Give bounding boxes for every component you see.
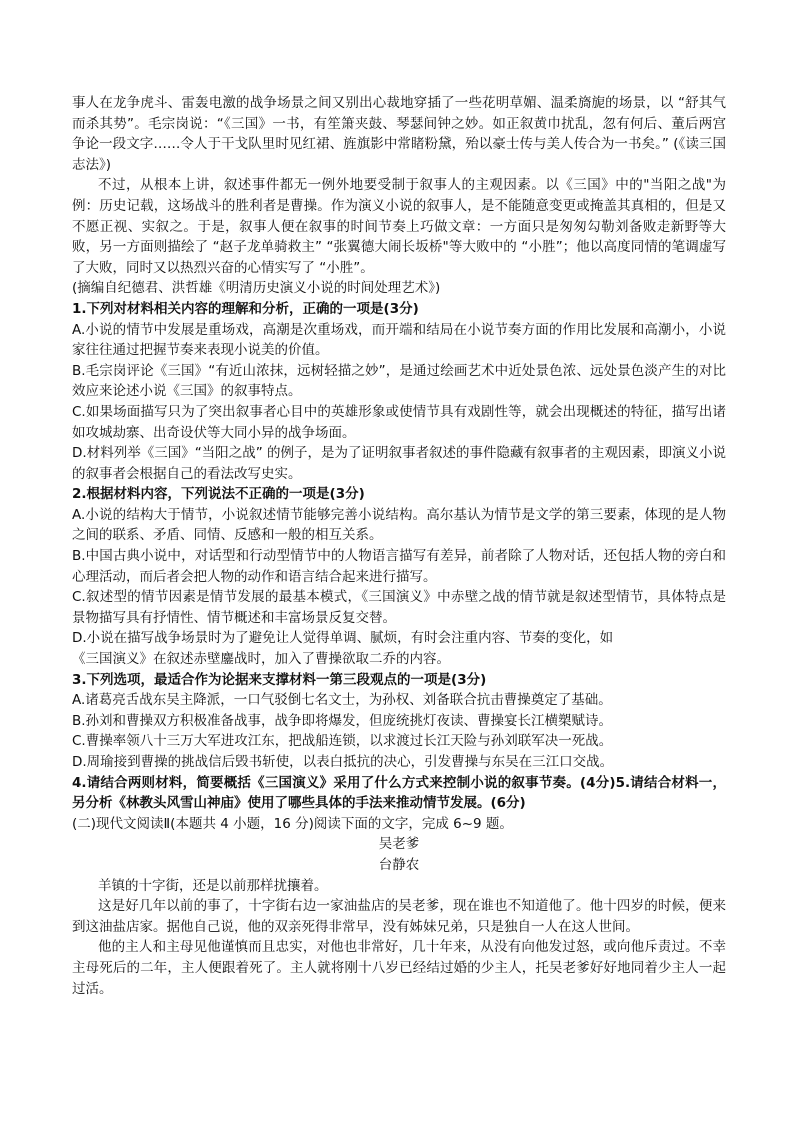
question-3-option-c: C.曹操率领八十三万大军进攻江东，把战船连锁，以求渡过长江天险与孙刘联军决一死战。 — [72, 733, 613, 750]
source-note: (摘编自纪德君、洪哲雄《明清历史演义小说的时间处理艺术》) — [72, 280, 441, 297]
question-1-option-a: A.小说的情节中发展是重场戏，高潮是次重场戏，而开端和结局在小说节奏方面的作用比发展和高潮小，小说家往往通过把握节奏来表现小说美的价值。 — [72, 321, 726, 359]
story-paragraph-1: 羊镇的十字街，还是以前那样扰攘着。 — [98, 877, 328, 894]
question-3-option-b: B.孙刘和曹操双方积极准备战事，战争即将爆发，但庞统挑灯夜读、曹操宴长江横槊赋诗。 — [72, 712, 613, 729]
question-3-stem: 3.下列选项，最适合作为论据来支撑材料一第三段观点的一项是(3分) — [72, 671, 487, 688]
document-page — [72, 93, 726, 999]
question-2-stem: 2.根据材料内容，下列说法不正确的一项是(3分) — [72, 486, 365, 503]
question-1-option-b: B.毛宗岗评论《三国》“有近山浓抹，远树轻描之妙”，是通过绘画艺术中近处景色浓、远处景色淡产生的对比效应来论述小说《三国》的叙事特点。 — [72, 362, 726, 400]
intro-paragraph: 事人在龙争虎斗、雷轰电激的战争场景之间又别出心裁地穿插了一些花明草媚、温柔旖旎的场景，以 “舒其气而杀其势”。毛宗岗说：“《三国》一书，有笙箫夹鼓、琴瑟间钟之妙。如正叙黄巾扰乱，忽有何后、董后两宫争论一段文字……令人于干戈队里时见红裙、旌旗影中常睹粉黛，殆以豪士传与美人传合为一书矣。” (《读三国志法》) — [72, 95, 726, 173]
question-1-option-c: C.如果场面描写只为了突出叙事者心目中的英雄形象或使情节具有戏剧性等，就会出现概述的特征，描写出诸如攻城劫寨、出奇设伏等大同小异的战争场面。 — [72, 403, 726, 441]
story-author: 台静农 — [378, 856, 420, 873]
question-2-option-b: B.中国古典小说中，对话型和行动型情节中的人物语言描写有差异，前者除了人物对话，还包括人物的旁白和心理活动，而后者会把人物的动作和语言结合起来进行描写。 — [72, 548, 726, 585]
story-paragraph-2: 这是好几年以前的事了，十字街右边一家油盐店的吴老爹，现在谁也不知道他了。他十四岁的时候，便来到这油盐店家。据他自己说，他的双亲死得非常早，没有姊妹兄弟，只是独自一人在这人世间。 — [72, 898, 726, 935]
story-paragraph-3: 他的主人和主母见他谨慎而且忠实，对他也非常好，几十年来，从没有向他发过怒，或向他斥责过。不幸主母死后的二年，主人便跟着死了。主人就将刚十八岁已经结过婚的少主人，托吴老爹好好地同着少主人一起过活。 — [72, 939, 726, 997]
question-2-option-d-line1: D.小说在描写战争场景时为了避免让人觉得单调、腻烦，有时会注重内容、节奏的变化，如 — [72, 630, 614, 647]
question-2-option-c: C.叙述型的情节因素是情节发展的最基本模式，《三国演义》中赤壁之战的情节就是叙述型情节，具体特点是景物描写具有抒情性、情节概述和丰富场景反复交替。 — [72, 589, 726, 626]
question-1-option-d: D.材料列举《三国》“当阳之战” 的例子，是为了证明叙事者叙述的事件隐藏有叙事者的主观因素，即演义小说的叙事者会根据自己的看法改写史实。 — [72, 445, 726, 482]
story-title: 吴老爹 — [378, 836, 420, 853]
question-2-option-d-line2: 《三国演义》在叙述赤壁鏖战时，加入了曹操欲取二乔的内容。 — [72, 651, 450, 668]
section-2-heading: (二)现代文阅读Ⅱ(本题共 4 小题，16 分)阅读下面的文字，完成 6~9 题。 — [72, 815, 513, 832]
question-3-option-a: A.诸葛亮舌战东吴主降派，一口气驳倒七名文士，为孙权、刘备联合抗击曹操奠定了基础。 — [72, 692, 612, 709]
question-3-option-d: D.周瑜接到曹操的挑战信后毁书斩使，以表白抵抗的决心，引发曹操与东吴在三江口交战。 — [72, 754, 614, 770]
question-2-option-a: A.小说的结构大于情节，小说叙述情节能够完善小说结构。高尔基认为情节是文学的第三要素，体现的是人物之间的联系、矛盾、同情、反感和一般的相互关系。 — [72, 506, 726, 544]
questions-4-5: 4.请结合两则材料，简要概括《三国演义》采用了什么方式来控制小说的叙事节奏。(4分)5.请结合材料一，另分析《林教头风雪山神庙》使用了哪些具体的手法来推动情节发展。(6分) — [72, 774, 726, 812]
question-1-stem: 1.下列对材料相关内容的理解和分析，正确的一项是(3分) — [72, 300, 419, 317]
paragraph-2: 不过，从根本上讲，叙述事件都无一例外地要受制于叙事人的主观因素。以《三国》中的"当阳之战"为例：历史记载，这场战斗的胜利者是曹操。作为演义小说的叙事人，是不能随意变更或掩盖其真相的，但是又不愿正视、实叙之。于是，叙事人便在叙事的时间节奏上巧做文章：一方面只是匆匆勾勒刘备败走新野等大败，另一方面则描绘了 “赵子龙单骑救主” “张翼德大闹长坂桥"等大败中的 “小胜”；他以高度同情的笔调虚写了大败，同时又以热烈兴奋的心情实写了 “小胜”。 — [72, 177, 726, 276]
